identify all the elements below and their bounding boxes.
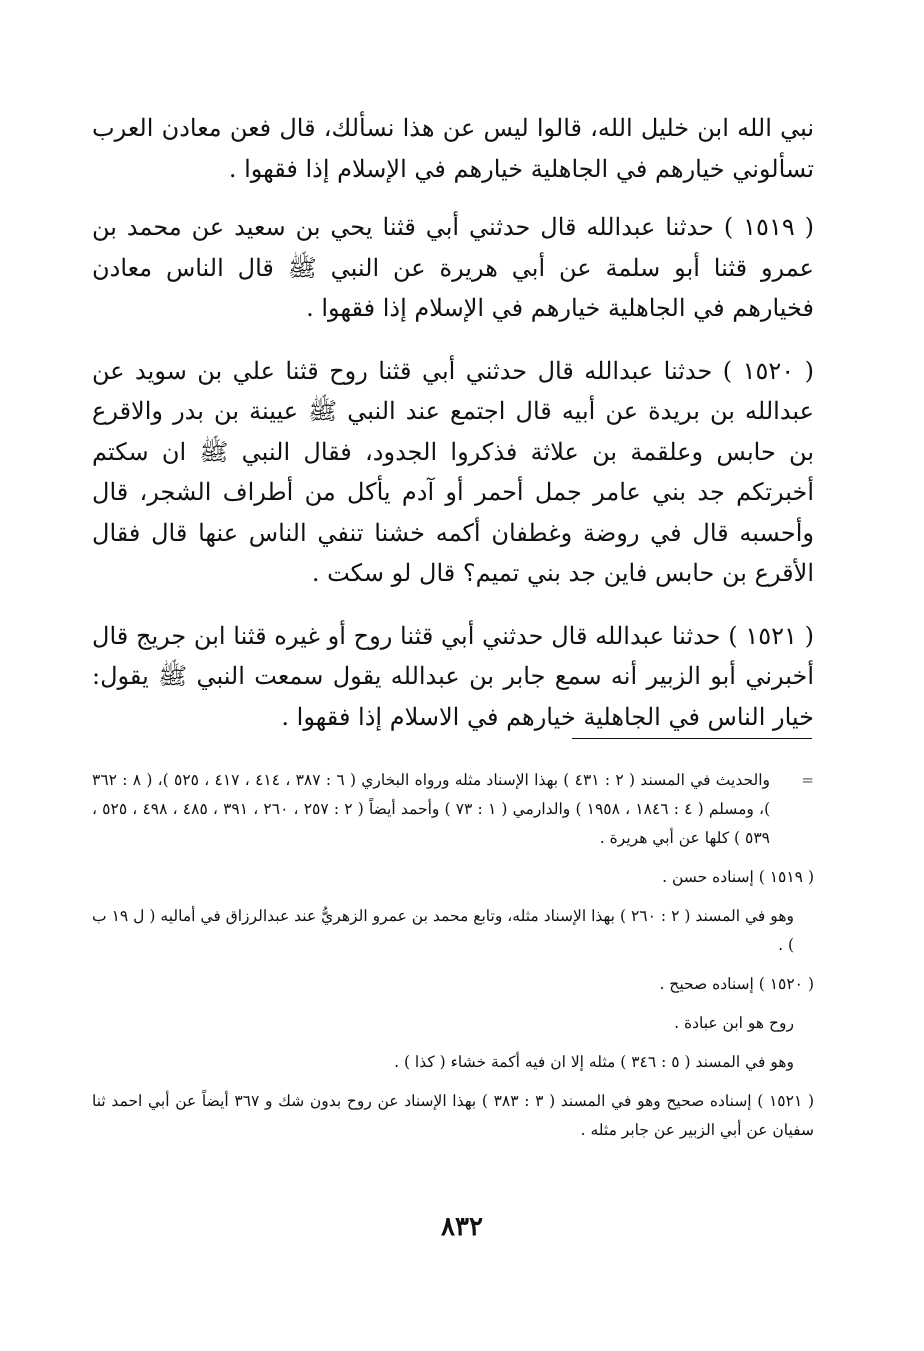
continuation-mark: = <box>801 771 814 789</box>
footnote-1519-detail: وهو في المسند ( ٢ : ٢٦٠ ) بهذا الإسناد مثله، وتابع محمد بن عمرو الزهريُّ عند عبدالرزاق في أماليه ( ل ١٩ ب ) . <box>92 907 794 954</box>
footnote-text: والحديث في المسند ( ٢ : ٤٣١ ) بهذا الإسناد مثله ورواه البخاري ( ٦ : ٣٨٧ ، ٤١٤ ، ٤١٧ ، ٥٢٥ )، ( ٨ : ٣٦٢ )، ومسلم ( ٤ : ١٨٤٦ ، ١٩٥٨ ) والدارمي ( ١ : ٧٣ ) وأحمد أيضاً ( ٢ : ٢٥٧ ، ٢٦٠ ، ٣٩١ ، ٤٨٥ ، ٤٩٨ ، ٥٢٥ ، ٥٣٩ ) كلها عن أبي هريرة . <box>92 771 771 847</box>
footnote-1520-grade: ( ١٥٢٠ ) إسناده صحيح . <box>659 975 814 993</box>
footnote-1521: ( ١٥٢١ ) إسناده صحيح وهو في المسند ( ٣ : ٣٨٣ ) بهذا الإسناد عن روح بدون شك و ٣٦٧ أيضاً عن أبي احمد ثنا سفيان عن أبي الزبير عن جابر مثله . <box>92 1092 815 1139</box>
main-text <box>92 108 814 759</box>
hadith-1521: ( ١٥٢١ ) حدثنا عبدالله قال حدثني أبي قثنا روح أو غيره قثنا ابن جريج قال أخبرني أبو الزبير أنه سمع جابر بن عبدالله يقول سمعت النبي ﷺ يقول: خيار الناس في الجاهلية خيارهم في الاسلام إذا فقهوا . <box>92 621 815 731</box>
main-paragraph-continuation: نبي الله ابن خليل الله، قالوا ليس عن هذا نسألك، قال فعن معادن العرب تسألوني خيارهم في الجاهلية خيارهم في الإسلام إذا فقهوا . <box>92 114 814 183</box>
hadith-1520: ( ١٥٢٠ ) حدثنا عبدالله قال حدثني أبي قثنا روح قثنا علي بن سويد عن عبدالله بن بريدة عن أبيه قال اجتمع عند النبي ﷺ عيينة بن بدر والاقرع بن حابس وعلقمة بن علاثة فذكروا الجدود، فقال النبي ﷺ ان سكتم أخبرتكم جد بني عامر جمل أحمر أو آدم يأكل من أطراف الشجر، قال وأحسبه قال في روضة وغطفان أكمه خشنا تنفي الناس عنها قال فقال الأقرع بن حابس فاين جد بني تميم؟ قال لو سكت . <box>92 356 814 587</box>
hadith-1519: ( ١٥١٩ ) حدثنا عبدالله قال حدثني أبي قثنا يحي بن سعيد عن محمد بن عمرو قثنا أبو سلمة عن أبي هريرة عن النبي ﷺ قال الناس معادن فخيارهم في الجاهلية خيارهم في الإسلام إذا فقهوا . <box>92 213 815 322</box>
page-number: ٨٣٢ <box>441 1212 483 1242</box>
footnotes <box>92 766 814 1155</box>
footnote-1520-detail: وهو في المسند ( ٥ : ٣٤٦ ) مثله إلا ان فيه أكمة خشاء ( كذا ) . <box>394 1053 794 1071</box>
footnote-1520-narrator: روح هو ابن عبادة . <box>674 1014 794 1032</box>
footnote-separator <box>572 738 812 739</box>
footnote-continuation <box>92 766 814 853</box>
footnote-1519-grade: ( ١٥١٩ ) إسناده حسن . <box>662 868 814 886</box>
